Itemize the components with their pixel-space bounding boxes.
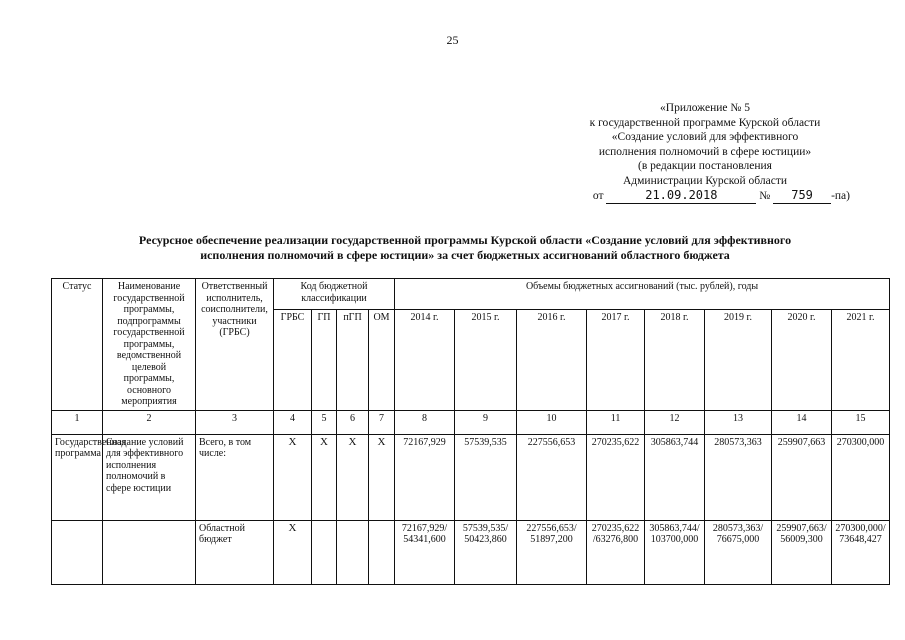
column-number: 11	[587, 410, 645, 434]
column-number: 15	[832, 410, 890, 434]
row-name: Создание условий для эффективного исполнения полномочий в сфере юстиции	[103, 434, 196, 520]
header-year: 2015 г.	[455, 309, 517, 410]
header-year: 2019 г.	[705, 309, 772, 410]
row-value: 270300,000	[832, 434, 890, 520]
resolution-signature-line	[560, 188, 850, 204]
header-code: пГП	[337, 309, 369, 410]
row-responsible: Областной бюджет	[196, 520, 274, 584]
row-value: 270235,622 /63276,800	[587, 520, 645, 584]
appendix-line: (в редакции постановления	[638, 160, 772, 172]
header-budget-code: Код бюджетной классификации	[274, 279, 395, 310]
column-number: 3	[196, 410, 274, 434]
row-value: 259907,663	[772, 434, 832, 520]
column-number: 5	[312, 410, 337, 434]
column-number: 4	[274, 410, 312, 434]
row-code	[312, 520, 337, 584]
column-number: 8	[395, 410, 455, 434]
row-code: Х	[337, 434, 369, 520]
row-name	[103, 520, 196, 584]
column-number: 7	[369, 410, 395, 434]
column-number: 10	[517, 410, 587, 434]
row-value: 227556,653	[517, 434, 587, 520]
appendix-block	[560, 101, 850, 204]
row-value: 227556,653/ 51897,200	[517, 520, 587, 584]
row-status	[52, 520, 103, 584]
row-code	[369, 520, 395, 584]
appendix-line: Администрации Курской области	[623, 174, 787, 187]
budget-table	[51, 278, 890, 585]
title-line: Ресурсное обеспечение реализации государственной программы Курской области «Создание условий для эффективного	[138, 233, 792, 247]
row-value: 259907,663/ 56009,300	[772, 520, 832, 584]
header-volumes: Объемы бюджетных ассигнований (тыс. рублей), годы	[395, 279, 890, 310]
header-row	[52, 279, 890, 310]
row-value: 305863,744	[645, 434, 705, 520]
header-year: 2014 г.	[395, 309, 455, 410]
page-number: 25	[446, 33, 459, 47]
row-code	[337, 520, 369, 584]
row-value: 72167,929/ 54341,600	[395, 520, 455, 584]
row-code: Х	[274, 520, 312, 584]
column-number: 1	[52, 410, 103, 434]
row-value: 270235,622	[587, 434, 645, 520]
resolution-date: 21.09.2018	[606, 188, 756, 204]
row-code: Х	[369, 434, 395, 520]
row-value: 270300,000/ 73648,427	[832, 520, 890, 584]
row-value: 280573,363	[705, 434, 772, 520]
column-number: 13	[705, 410, 772, 434]
row-value: 305863,744/ 103700,000	[645, 520, 705, 584]
table-row	[52, 434, 890, 520]
table-row	[52, 520, 890, 584]
header-year: 2020 г.	[772, 309, 832, 410]
header-year: 2016 г.	[517, 309, 587, 410]
header-name: Наименование государственной программы, подпрограммы государственной программы, ведомственной целевой программы, основного мероприятия	[103, 279, 196, 411]
column-number: 6	[337, 410, 369, 434]
header-status: Статус	[52, 279, 103, 411]
column-number: 14	[772, 410, 832, 434]
row-value: 280573,363/ 76675,000	[705, 520, 772, 584]
appendix-line: к государственной программе Курской области	[589, 116, 821, 129]
row-value: 72167,929	[395, 434, 455, 520]
resolution-number: 759	[773, 188, 831, 204]
from-label: от	[592, 190, 604, 202]
row-code: Х	[312, 434, 337, 520]
row-status: Государственная программа	[52, 434, 103, 520]
header-code: ОМ	[369, 309, 395, 410]
document-title	[60, 233, 870, 263]
number-label: №	[759, 190, 771, 202]
title-line: исполнения полномочий в сфере юстиции» за счет бюджетных ассигнований областного бюджета	[200, 248, 730, 262]
header-year: 2018 г.	[645, 309, 705, 410]
appendix-line: исполнения полномочий в сфере юстиции»	[598, 145, 812, 158]
appendix-line: «Приложение № 5	[660, 102, 750, 114]
row-value: 57539,535/ 50423,860	[455, 520, 517, 584]
column-number: 12	[645, 410, 705, 434]
appendix-line: «Создание условий для эффективного	[611, 131, 799, 143]
row-code: Х	[274, 434, 312, 520]
header-year: 2017 г.	[587, 309, 645, 410]
header-responsible: Ответственный исполнитель, соисполнители, участники (ГРБС)	[196, 279, 274, 411]
column-number: 2	[103, 410, 196, 434]
row-responsible: Всего, в том числе:	[196, 434, 274, 520]
header-code: ГРБС	[274, 309, 312, 410]
resolution-suffix: -па)	[831, 190, 850, 202]
row-value: 57539,535	[455, 434, 517, 520]
header-code: ГП	[312, 309, 337, 410]
column-number-row	[52, 410, 890, 434]
header-year: 2021 г.	[832, 309, 890, 410]
column-number: 9	[455, 410, 517, 434]
